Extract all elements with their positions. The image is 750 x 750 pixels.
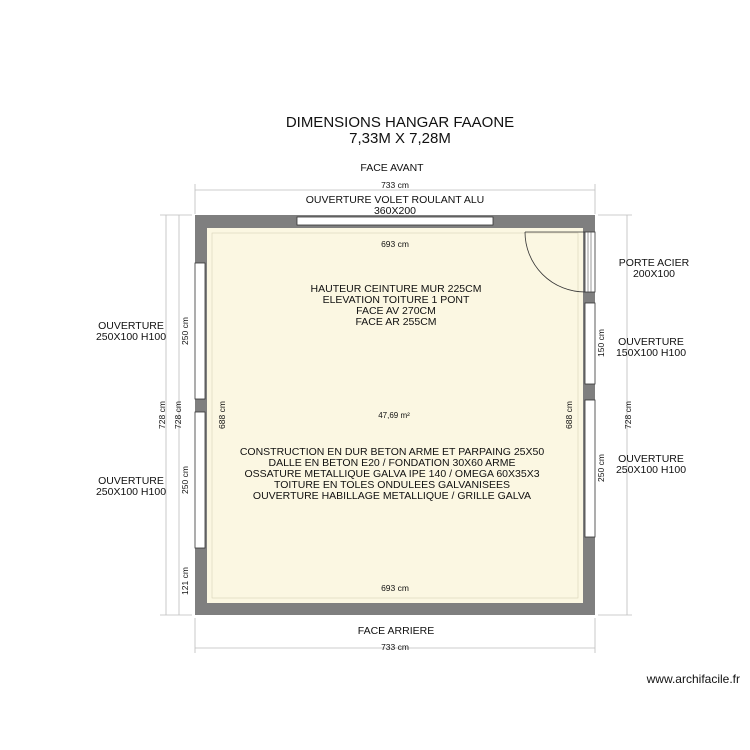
note-line: OUVERTURE HABILLAGE METALLIQUE / GRILLE GALVA [252, 490, 532, 502]
right-bottom-opening-label: OUVERTURE [618, 453, 684, 465]
dim-right-outer: 728 cm [623, 401, 633, 429]
plan-subtitle: 7,33M X 7,28M [349, 130, 451, 147]
dim-left-bottom-segment: 121 cm [180, 567, 190, 595]
dim-top-outer: 733 cm [381, 180, 409, 190]
dim-bottom-outer: 733 cm [381, 642, 409, 652]
watermark-link[interactable]: www.archifacile.fr [646, 672, 740, 686]
dim-bottom-inner: 693 cm [381, 583, 409, 593]
dim-left-second: 728 cm [173, 401, 183, 429]
face-front-label: FACE AVANT [360, 162, 424, 174]
left-top-window [195, 263, 205, 399]
left-bottom-opening-label: OUVERTURE [98, 475, 164, 487]
dim-right-window-top: 150 cm [596, 329, 606, 357]
note-line: ELEVATION TOITURE 1 PONT [322, 294, 470, 306]
note-line: OSSATURE METALLIQUE GALVA IPE 140 / OMEGA 60X35X3 [244, 468, 540, 480]
note-line: CONSTRUCTION EN DUR BETON ARME ET PARPAING 25X50 [239, 446, 545, 458]
area-label: 47,69 m² [378, 411, 410, 420]
notes-bottom [240, 446, 545, 502]
dim-left-window-top: 250 cm [180, 317, 190, 345]
note-line: TOITURE EN TOLES ONDULEES GALVANISEES [274, 479, 510, 491]
right-top-window [585, 303, 595, 384]
shutter-size: 360X200 [373, 205, 417, 217]
dim-right-inner: 688 cm [564, 401, 574, 429]
note-line: FACE AV 270CM [356, 305, 436, 317]
note-line: HAUTEUR CEINTURE MUR 225CM [310, 283, 482, 295]
left-top-opening-label: OUVERTURE [98, 320, 164, 332]
dim-left-window-bottom: 250 cm [180, 466, 190, 494]
plan-title: DIMENSIONS HANGAR FAAONE [285, 114, 515, 131]
left-bottom-window [195, 412, 205, 548]
left-top-opening-size: 250X100 H100 [95, 331, 167, 343]
dim-left-outer: 728 cm [157, 401, 167, 429]
dim-left-inner: 688 cm [217, 401, 227, 429]
left-bottom-opening-size: 250X100 H100 [95, 486, 167, 498]
note-line: DALLE EN BETON E20 / FONDATION 30X60 ARME [268, 457, 516, 469]
dim-top-inner: 693 cm [381, 239, 409, 249]
dim-right-window-bottom: 250 cm [596, 454, 606, 482]
door-size: 200X100 [632, 268, 676, 280]
rolling-shutter-opening [297, 217, 493, 225]
right-top-opening-label: OUVERTURE [618, 336, 684, 348]
note-line: FACE AR 255CM [355, 316, 437, 328]
right-top-opening-size: 150X100 H100 [615, 347, 687, 359]
door-label: PORTE ACIER [618, 257, 690, 269]
face-rear-label: FACE ARRIERE [357, 625, 435, 637]
right-bottom-opening-size: 250X100 H100 [615, 464, 687, 476]
shutter-label: OUVERTURE VOLET ROULANT ALU [305, 194, 485, 206]
right-bottom-window [585, 400, 595, 537]
